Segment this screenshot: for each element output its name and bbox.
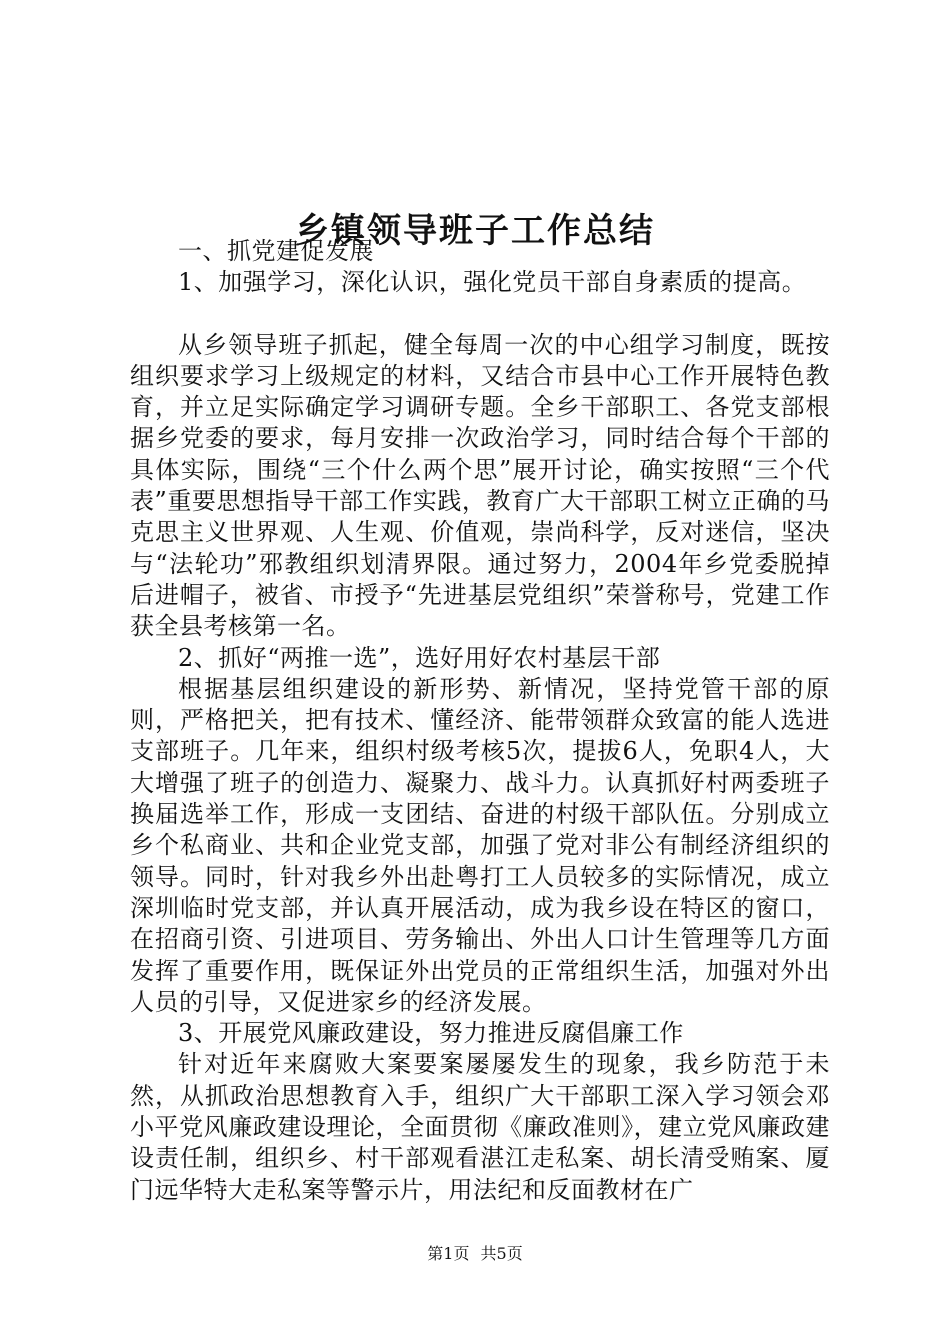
document-title: 乡镇领导班子工作总结 — [295, 210, 655, 251]
paragraph: 针对近年来腐败大案要案屡屡发生的现象，我乡防范于未然，从抓政治思想教育入手，组织广大干部职工深入学习领会邓小平党风廉政建设理论，全面贯彻《廉政准则》，建立党风廉政建设责任制，组织乡、村干部观看湛江走私案、胡长清受贿案、厦门远华特大走私案等警示片，用法纪和反面教材在广 — [130, 1050, 830, 1204]
section-heading: 一、抓党建促发展 — [178, 237, 374, 265]
paragraph: 从乡领导班子抓起，健全每周一次的中心组学习制度，既按组织要求学习上级规定的材料，又结合市县中心工作开展特色教育，并立足实际确定学习调研专题。全乡干部职工、各党支部根据乡党委的要求，每月安排一次政治学习，同时结合每个干部的具体实际，围绕“三个什么两个思”展开讨论，确实按照“三个代表”重要思想指导干部工作实践，教育广大干部职工树立正确的马克思主义世界观、人生观、价值观，崇尚科学，反对迷信，坚决与“法轮功”邪教组织划清界限。通过努力，2004年乡党委脱掉后进帽子，被省、市授予“先进基层党组织”荣誉称号，党建工作获全县考核第一名。 — [130, 330, 830, 641]
paragraph: 根据基层组织建设的新形势、新情况，坚持党管干部的原则，严格把关，把有技术、懂经济、能带领群众致富的能人选进支部班子。几年来，组织村级考核5次，提拔6人，免职4人，大大增强了班子的创造力、凝聚力、战斗力。认真抓好村两委班子换届选举工作，形成一支团结、奋进的村级干部队伍。分别成立乡个私商业、共和企业党支部，加强了党对非公有制经济组织的领导。同时，针对我乡外出赴粤打工人员较多的实际情况，成立深圳临时党支部，并认真开展活动，成为我乡设在特区的窗口，在招商引资、引进项目、劳务输出、外出人口计生管理等几方面发挥了重要作用，既保证外出党员的正常组织生活，加强对外出人员的引导，又促进家乡的经济发展。 — [130, 674, 830, 1016]
document-body — [130, 236, 830, 1206]
page-number: 第1页 — [427, 1244, 470, 1263]
page-footer — [0, 1243, 950, 1265]
subsection-heading: 1、加强学习，深化认识，强化党员干部自身素质的提高。 — [178, 268, 807, 297]
subsection-heading: 3、开展党风廉政建设，努力推进反腐倡廉工作 — [178, 1019, 684, 1048]
page-total: 共5页 — [480, 1244, 523, 1263]
subsection-heading: 2、抓好“两推一选”，选好用好农村基层干部 — [178, 643, 661, 672]
